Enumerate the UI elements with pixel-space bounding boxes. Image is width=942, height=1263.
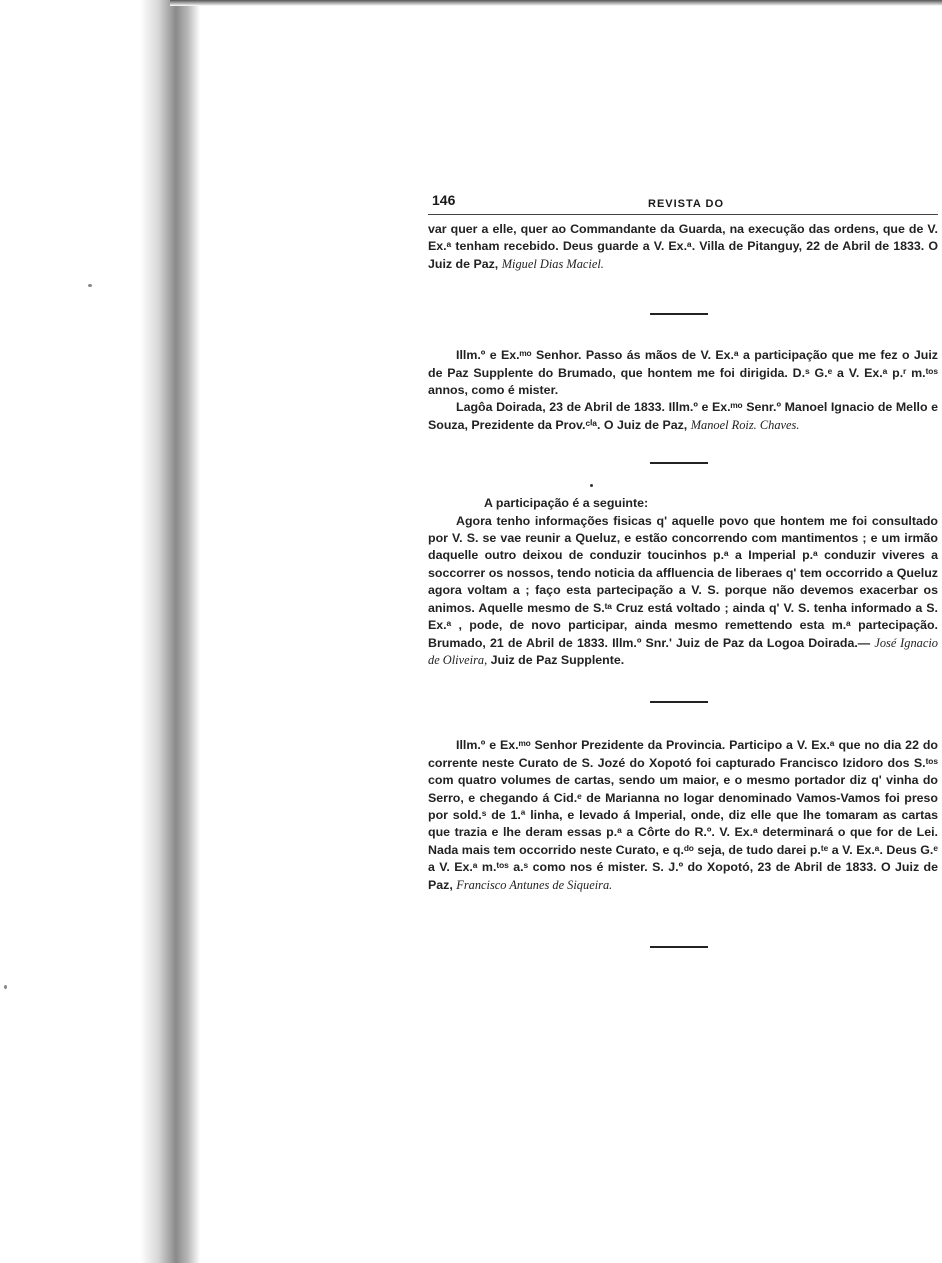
section-divider	[650, 701, 708, 703]
section-divider	[650, 946, 708, 948]
page-top-edge	[170, 0, 942, 6]
letter-1-signature: Miguel Dias Maciel.	[501, 256, 604, 271]
letter-3	[428, 495, 938, 669]
letter-1-text: var quer a elle, quer ao Commandante da Guarda, na execução das ordens, que de V. Ex.ᵃ tenham recebido. Deus guarde a V. Ex.ᵃ. Villa de Pitanguy, 22 de Abril de 1833. O Juiz de Paz,	[428, 222, 938, 271]
letter-3-signature-title: Juiz de Paz Supplente.	[490, 652, 625, 667]
scan-dot	[590, 484, 593, 487]
letter-2-signature: Manoel Roiz. Chaves.	[690, 417, 800, 432]
book-spine-shadow	[140, 0, 200, 1263]
scan-speck	[88, 284, 92, 287]
letter-3-intro: A participação é a seguinte:	[484, 496, 649, 511]
letter-3-body	[428, 513, 938, 670]
letter-1-body	[428, 221, 938, 273]
letter-4-body	[428, 737, 938, 894]
running-header	[428, 190, 938, 215]
letter-4-signature: Francisco Antunes de Siqueira.	[456, 877, 613, 892]
page-number: 146	[432, 192, 456, 208]
scan-speck	[4, 985, 7, 989]
letter-3-text: Agora tenho informações fisicas q' aquelle povo que hontem me foi consultado por V. S. se vae reunir a Queluz, e estão concorrendo com mantimentos ; e um irmão daquelle outro deixou de conduzir toucinhos p.ᵃ a Imperial p.ᵃ conduzir viveres a soccorrer os nossos, tendo noticia da affluencia de liberaes q' tem occorrido a Queluz agora voltam a ; faço esta partecipação a V. S. porque não devemos exacerbar os animos. Aquelle mesmo de S.ᵗᵃ Cruz está voltado ; ainda q' V. S. tenha informado a S. Ex.ᵃ , pode, de novo participar, ainda mesmo remettendo esta m.ᵃ partecipação. Brumado, 21 de Abril de 1833. Illm.º Snr.' Juiz de Paz da Logoa Doirada.—	[428, 513, 938, 650]
journal-title: REVISTA DO	[648, 198, 725, 210]
letter-2-text: Lagôa Doirada, 23 de Abril de 1833. Illm.º e Ex.ᵐᵒ Senr.º Manoel Ignacio de Mello e Souza, Prezidente da Prov.ᶜⁱᵃ. O Juiz de Paz,	[428, 400, 938, 432]
section-divider	[650, 462, 708, 464]
document-page	[428, 190, 938, 948]
letter-4-text: Illm.º e Ex.ᵐᵒ Senhor Prezidente da Provincia. Participo a V. Ex.ᵃ que no dia 22 do corrente neste Curato de S. Jozé do Xopotó foi capturado Francisco Izidoro dos S.ᵗᵒˢ com quatro volumes de cartas, sendo um maior, e o mesmo portador diz q' vinha do Serro, e chegando á Cid.ᵉ de Marianna no logar denominado Vamos-Vamos foi preso por sold.ˢ de 1.ª linha, e levado á Imperial, onde, diz elle que lhe tomaram as cartas que trazia e lhe deram essas p.ᵃ a Côrte do R.º. V. Ex.ᵃ determinará o que for de Lei. Nada mais tem occorrido neste Curato, e q.ᵈᵒ seja, de tudo darei p.ᵗᵉ a V. Ex.ᵃ. Deus G.ᵉ a V. Ex.ᵃ m.ᵗᵒˢ a.ˢ como nos é mister. S. J.º do Xopotó, 23 de Abril de 1833. O Juiz de Paz,	[428, 738, 938, 892]
letter-2	[428, 347, 938, 434]
letter-2-paragraph-1: Illm.º e Ex.ᵐᵒ Senhor. Passo ás mãos de V. Ex.ᵃ a participação que me fez o Juiz de Paz Supplente do Brumado, que hontem me foi dirigida. D.ˢ G.ᵉ a V. Ex.ᵃ p.ʳ m.ᵗᵒˢ annos, como é mister.	[428, 348, 938, 398]
letter-2-paragraph-2	[428, 399, 938, 434]
letter-1	[428, 221, 938, 273]
letter-3-signature: José Ignacio de Oliveira,	[428, 635, 938, 667]
section-divider	[650, 313, 708, 315]
letter-4	[428, 737, 938, 894]
